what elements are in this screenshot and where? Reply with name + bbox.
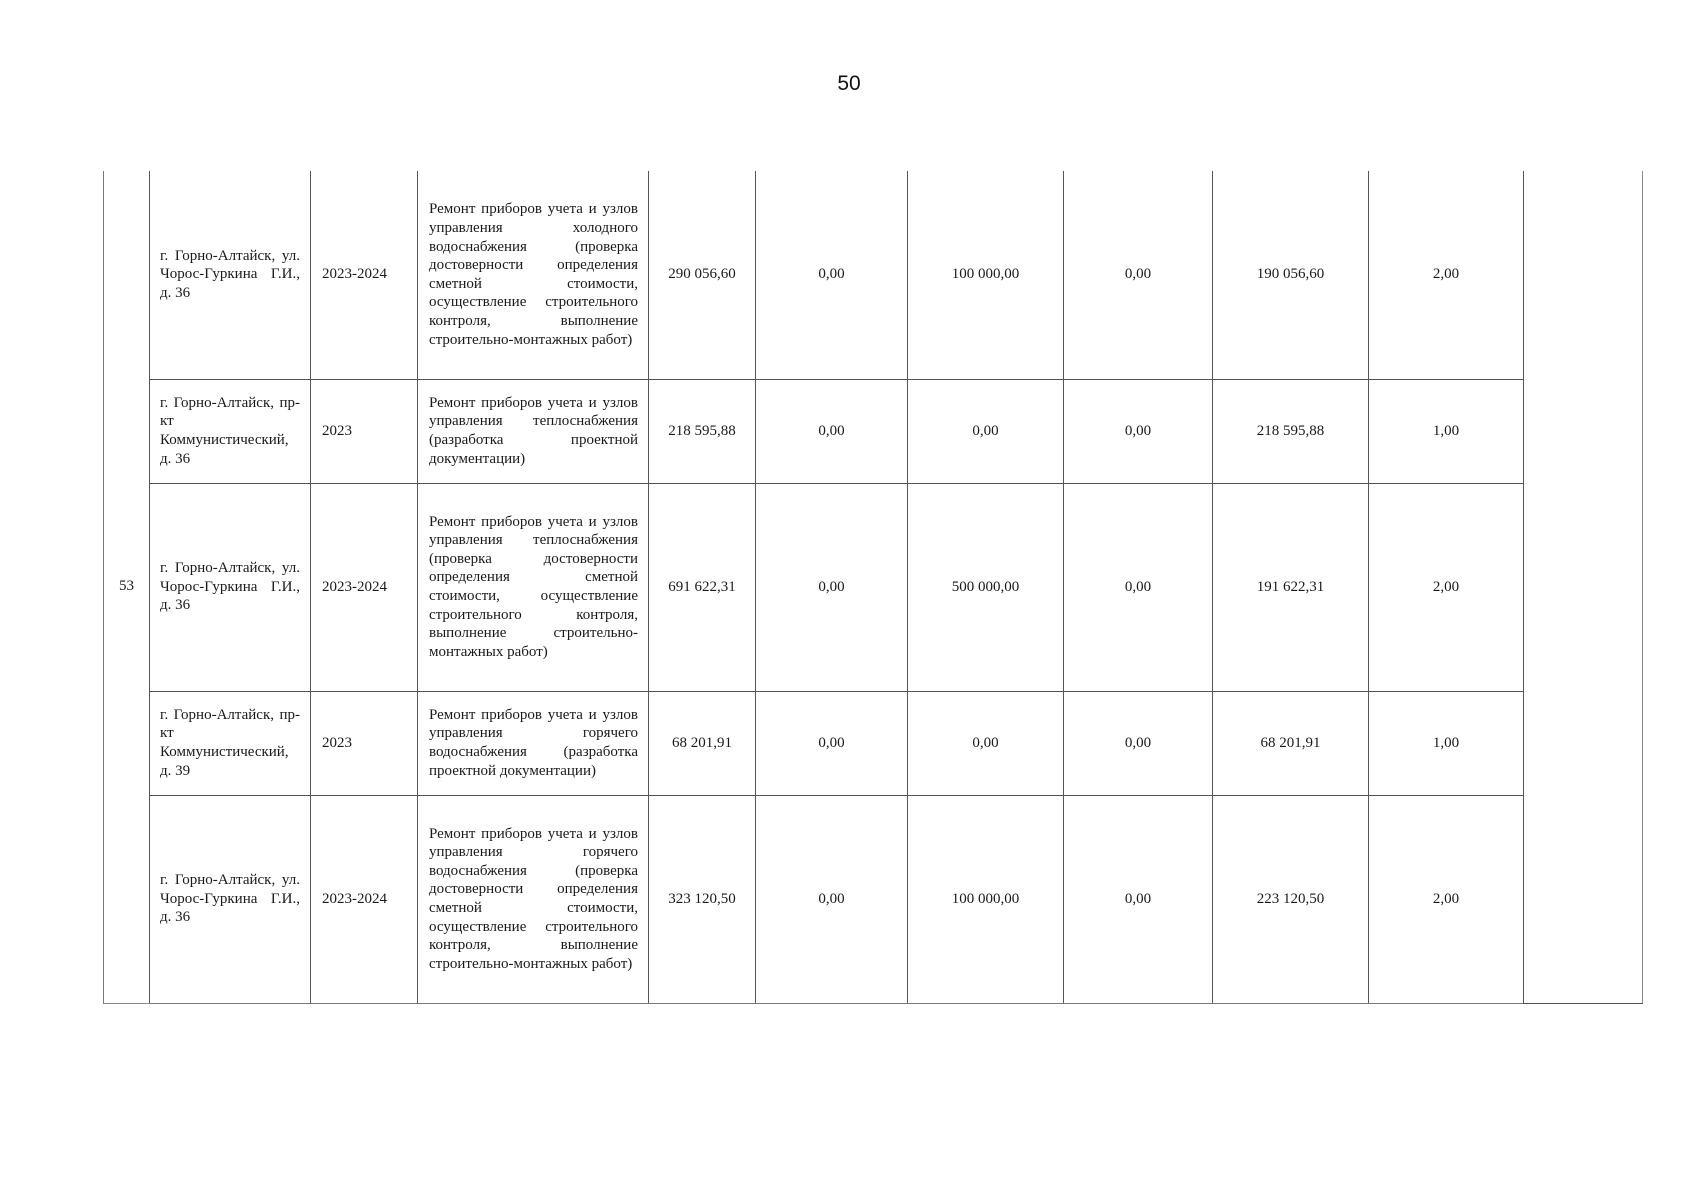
table-row bbox=[104, 795, 1643, 1003]
amount-cell-4: 0,00 bbox=[1064, 483, 1213, 691]
work-description-text: Ремонт приборов учета и узлов управления горячего водоснабжения (разработка проектной документации) bbox=[429, 706, 638, 779]
table-row bbox=[104, 691, 1643, 795]
amount-cell-5: 218 595,88 bbox=[1213, 379, 1369, 483]
row-group-number: 53 bbox=[104, 171, 150, 1003]
table-row bbox=[104, 483, 1643, 691]
program-table bbox=[103, 171, 1643, 1004]
amount-cell-3: 0,00 bbox=[908, 691, 1064, 795]
amount-cell-4: 0,00 bbox=[1064, 795, 1213, 1003]
amount-cell-2: 0,00 bbox=[756, 691, 908, 795]
amount-cell-4: 0,00 bbox=[1064, 171, 1213, 379]
amount-cell-4: 0,00 bbox=[1064, 691, 1213, 795]
empty-last-column bbox=[1524, 171, 1643, 1003]
period-cell: 2023-2024 bbox=[311, 171, 418, 379]
work-description-cell bbox=[418, 483, 649, 691]
amount-cell-3: 100 000,00 bbox=[908, 795, 1064, 1003]
table-row bbox=[104, 171, 1643, 379]
address-text: г. Горно-Алтайск, пр-кт Коммунистический, д. 36 bbox=[160, 394, 300, 467]
work-description-text: Ремонт приборов учета и узлов управления теплоснабжения (разработка проектной документации) bbox=[429, 394, 638, 467]
amount-cell-6: 2,00 bbox=[1369, 795, 1524, 1003]
amount-cell-6: 1,00 bbox=[1369, 379, 1524, 483]
amount-cell-3: 100 000,00 bbox=[908, 171, 1064, 379]
address-text: г. Горно-Алтайск, ул. Чорос-Гуркина Г.И., д. 36 bbox=[160, 560, 300, 614]
address-text: г. Горно-Алтайск, ул. Чорос-Гуркина Г.И., д. 36 bbox=[160, 247, 300, 302]
work-description-text: Ремонт приборов учета и узлов управления горячего водоснабжения (проверка достоверности определения сметной стоимости, осуществление строительного контроля, выполнение строительно-монтажных работ) bbox=[429, 825, 638, 972]
period-cell: 2023-2024 bbox=[311, 483, 418, 691]
page-number: 50 bbox=[837, 72, 861, 95]
address-text: г. Горно-Алтайск, ул. Чорос-Гуркина Г.И., д. 36 bbox=[160, 872, 300, 926]
amount-cell-3: 0,00 bbox=[908, 379, 1064, 483]
amount-cell-2: 0,00 bbox=[756, 483, 908, 691]
work-description-cell bbox=[418, 691, 649, 795]
amount-cell-6: 2,00 bbox=[1369, 483, 1524, 691]
total-cost-cell: 290 056,60 bbox=[649, 171, 756, 379]
work-description-cell bbox=[418, 379, 649, 483]
address-cell bbox=[150, 795, 311, 1003]
total-cost-cell: 68 201,91 bbox=[649, 691, 756, 795]
amount-cell-5: 223 120,50 bbox=[1213, 795, 1369, 1003]
amount-cell-2: 0,00 bbox=[756, 379, 908, 483]
total-cost-cell: 691 622,31 bbox=[649, 483, 756, 691]
amount-cell-5: 190 056,60 bbox=[1213, 171, 1369, 379]
address-cell bbox=[150, 691, 311, 795]
amount-cell-5: 68 201,91 bbox=[1213, 691, 1369, 795]
address-cell bbox=[150, 379, 311, 483]
work-description-text: Ремонт приборов учета и узлов управления холодного водоснабжения (проверка достоверности определения сметной стоимости, осуществление строительного контроля, выполнение строительно-монтажных работ) bbox=[429, 201, 638, 348]
work-description-text: Ремонт приборов учета и узлов управления теплоснабжения (проверка достоверности определения сметной стоимости, осуществление строительного контроля, выполнение строительно-монтажных работ) bbox=[429, 513, 638, 660]
program-table-container bbox=[103, 171, 1643, 1004]
address-cell bbox=[150, 483, 311, 691]
amount-cell-5: 191 622,31 bbox=[1213, 483, 1369, 691]
address-text: г. Горно-Алтайск, пр-кт Коммунистический, д. 39 bbox=[160, 706, 300, 779]
work-description-cell bbox=[418, 171, 649, 379]
amount-cell-2: 0,00 bbox=[756, 171, 908, 379]
amount-cell-4: 0,00 bbox=[1064, 379, 1213, 483]
amount-cell-6: 1,00 bbox=[1369, 691, 1524, 795]
work-description-cell bbox=[418, 795, 649, 1003]
amount-cell-2: 0,00 bbox=[756, 795, 908, 1003]
period-cell: 2023 bbox=[311, 691, 418, 795]
table-row bbox=[104, 379, 1643, 483]
period-cell: 2023 bbox=[311, 379, 418, 483]
total-cost-cell: 218 595,88 bbox=[649, 379, 756, 483]
address-cell bbox=[150, 171, 311, 379]
period-cell: 2023-2024 bbox=[311, 795, 418, 1003]
amount-cell-6: 2,00 bbox=[1369, 171, 1524, 379]
total-cost-cell: 323 120,50 bbox=[649, 795, 756, 1003]
amount-cell-3: 500 000,00 bbox=[908, 483, 1064, 691]
